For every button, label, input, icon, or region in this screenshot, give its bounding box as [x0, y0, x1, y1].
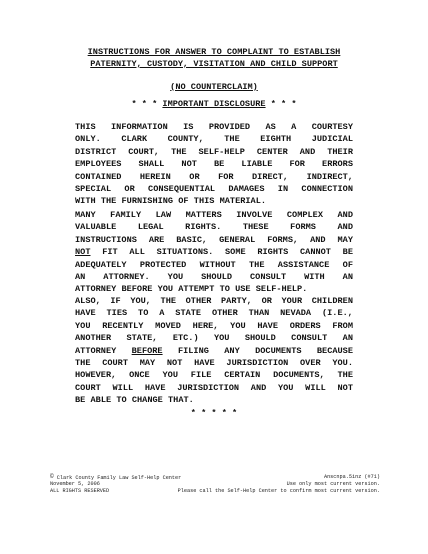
word: NOT: [181, 159, 197, 170]
word: ETC.): [172, 333, 199, 344]
word: ADEQUATELY: [75, 259, 127, 270]
word: BECAUSE: [316, 345, 353, 356]
paragraph-line: [75, 295, 353, 307]
word: DOCUMENTS,: [273, 370, 325, 381]
important-disclosure-heading: [60, 98, 368, 110]
no-counterclaim-subtitle: (NO COUNTERCLAIM): [170, 82, 258, 92]
document-title-line-1: INSTRUCTIONS FOR ANSWER TO COMPLAINT TO ESTABLISH: [87, 47, 341, 57]
paragraph-line: [75, 320, 353, 332]
paragraph-line: [75, 283, 353, 295]
word: ARE: [148, 234, 165, 245]
word: WITH: [75, 196, 96, 207]
word: THE: [249, 259, 265, 270]
word: YOU: [167, 272, 184, 283]
word: HAVE: [194, 358, 215, 369]
word: RECENTLY: [102, 320, 144, 331]
paragraph-line: [75, 221, 353, 233]
jurisdiction-paragraph: [75, 295, 353, 407]
word: ATTORNEY: [75, 345, 117, 356]
word: ANOTHER: [75, 333, 112, 344]
liability-disclaimer-paragraph: [75, 121, 353, 208]
word: AN: [75, 272, 86, 283]
word: HERE,: [192, 320, 219, 331]
word: SOME: [225, 247, 246, 258]
word: COURT: [75, 382, 101, 393]
word: THE: [171, 146, 187, 157]
word: RIGHTS: [257, 247, 289, 258]
word: INSTRUCTIONS: [75, 234, 137, 245]
word: SITUATIONS.: [156, 247, 214, 258]
word: CONTAINED: [75, 171, 122, 182]
paragraph-line: [75, 146, 353, 158]
footer-rights: ALL RIGHTS RESERVED: [50, 487, 110, 494]
word: STATE: [175, 308, 202, 319]
word: THESE: [242, 222, 269, 233]
word: HAVE: [257, 320, 278, 331]
word: EIGHTH: [260, 134, 292, 145]
word: MATTERS: [185, 210, 222, 220]
word: COURT: [102, 358, 128, 369]
word: LIABLE: [241, 159, 273, 170]
word: FAMILY: [110, 210, 142, 220]
paragraph-line: [75, 382, 353, 394]
word: IN: [277, 184, 289, 195]
word: AND: [337, 210, 353, 220]
paragraph-line: [75, 271, 353, 283]
word: YOU: [213, 333, 230, 344]
footer-org-name: Clark County Family Law Self-Help Center: [56, 475, 182, 481]
word: COURTESY: [311, 122, 353, 132]
word: SHALL: [138, 159, 165, 170]
word: HOWEVER,: [75, 370, 117, 381]
word: OF: [178, 196, 189, 207]
word: TIES: [106, 308, 128, 319]
word: THAN: [248, 308, 270, 319]
page-footer: [50, 474, 380, 494]
word: YOU.: [332, 358, 353, 369]
word: CHILDREN: [311, 296, 353, 306]
word: AND: [310, 234, 326, 245]
word: SELF-HELP.: [255, 284, 308, 295]
word: NOT: [337, 382, 353, 393]
word: STATE,: [126, 333, 158, 344]
word: MANY: [75, 210, 96, 220]
legal-rights-paragraph: [75, 209, 353, 296]
word: INFORMATION: [111, 122, 168, 132]
word: COURT,: [128, 146, 160, 157]
word: OR: [189, 171, 200, 182]
paragraph-line: [75, 345, 353, 357]
word: WITHOUT: [199, 259, 236, 270]
word: CANNOT: [300, 247, 331, 258]
word: ATTORNEY: [75, 284, 117, 295]
word: GENERAL: [219, 234, 256, 245]
word: THEIR: [327, 146, 353, 157]
footer-date: November 5, 2006: [50, 481, 100, 488]
word: FORMS: [290, 222, 316, 233]
word: ONCE: [129, 370, 150, 381]
word: RIGHTS.: [185, 222, 222, 233]
paragraph-line: [75, 209, 353, 221]
word: CONSULT: [250, 272, 287, 283]
word: SPECIAL: [75, 184, 112, 195]
paragraph-line: [75, 183, 353, 195]
word: ERRORS: [322, 159, 353, 170]
word: TO: [138, 308, 149, 319]
word: MATERIAL.: [219, 196, 267, 207]
word: LAW: [155, 210, 172, 220]
word: ONLY.: [75, 134, 101, 145]
paragraph-line: [75, 307, 353, 319]
word: BE: [342, 247, 353, 258]
word: CLARK: [121, 134, 148, 145]
word: THIS: [75, 122, 96, 132]
word: FOR: [289, 159, 305, 170]
word: DISTRICT: [75, 146, 117, 157]
word: YOU: [75, 320, 91, 331]
word: ABLE: [90, 395, 112, 406]
word: HAVE: [144, 382, 166, 393]
word: THE: [75, 358, 91, 369]
word: TO: [116, 395, 127, 406]
word: MAY: [139, 358, 156, 369]
word: AND: [299, 146, 316, 157]
disclosure-stars-right: * * *: [265, 99, 297, 109]
word: OF: [342, 259, 353, 270]
word: DOCUMENTS: [255, 345, 302, 356]
word: BEFORE: [121, 284, 153, 295]
word: AN: [342, 333, 353, 344]
word: SHOULD: [244, 333, 276, 344]
word: THE: [224, 134, 240, 145]
word: AND: [250, 382, 267, 393]
word: ANY: [224, 345, 240, 356]
word: YOU: [157, 284, 174, 295]
word: MAY: [337, 234, 353, 245]
word: YOU: [277, 382, 294, 393]
paragraph-line: [75, 133, 353, 145]
paragraph-line: [75, 259, 353, 271]
word: INDIRECT,: [306, 171, 353, 182]
word: OTHER: [211, 308, 238, 319]
word: HAVE: [75, 308, 96, 319]
word: WITH: [304, 272, 325, 283]
word: BASIC,: [176, 234, 208, 245]
word: DIRECT,: [252, 171, 289, 182]
word: ATTEMPT: [178, 284, 215, 295]
word: AN: [342, 272, 353, 283]
word: ORDERS: [289, 320, 321, 331]
word: PROTECTED: [139, 259, 187, 270]
word: NOT: [166, 358, 183, 369]
word: TO: [219, 284, 230, 295]
word: A: [291, 122, 297, 132]
word: YOU: [230, 320, 246, 331]
paragraph-line: [75, 246, 353, 258]
word: OR: [124, 184, 135, 195]
word: ATTORNEY.: [103, 272, 150, 283]
word: A: [159, 308, 165, 319]
word: BEFORE: [131, 345, 163, 356]
disclosure-label: IMPORTANT DISCLOSURE: [162, 99, 266, 109]
word: FORMS,: [267, 234, 299, 245]
word: DAMAGES: [228, 184, 265, 195]
word: FROM: [332, 320, 353, 331]
word: BE: [213, 159, 225, 170]
word: FIT: [102, 247, 118, 258]
word: NOT: [75, 247, 91, 258]
word: HEREIN: [139, 171, 171, 182]
footer-form-code: Anscnpa.5inz (#71): [323, 474, 380, 480]
paragraph-line: [75, 369, 353, 381]
word: SHOULD: [201, 272, 233, 283]
word: FILE: [190, 370, 212, 381]
word: YOU,: [130, 296, 151, 306]
copyright-symbol: ©: [50, 473, 54, 480]
paragraph-line: [75, 171, 353, 183]
footer-version-note: Use only most current version.: [286, 481, 380, 488]
word: THE: [160, 296, 177, 306]
word: JURISDICTION: [226, 358, 289, 369]
disclosure-stars-left: * * *: [131, 99, 163, 109]
word: LEGAL: [137, 222, 164, 233]
word: CHANGE: [131, 395, 163, 406]
word: COMPLEX: [286, 210, 323, 220]
word: NEVADA: [280, 308, 312, 319]
word: PARTY,: [221, 296, 252, 306]
word: THIS: [193, 196, 215, 207]
word: OR: [261, 296, 272, 306]
word: FILING: [177, 345, 209, 356]
word: YOU: [162, 370, 178, 381]
word: ALL: [129, 247, 145, 258]
paragraph-line: [75, 234, 353, 246]
word: CONSEQUENTIAL: [148, 184, 216, 195]
paragraph-line: [75, 121, 353, 133]
paragraph-line: [75, 195, 353, 207]
paragraph-line: [75, 357, 353, 369]
word: AND: [337, 222, 353, 233]
word: IF: [110, 296, 121, 306]
paragraph-line: [75, 158, 353, 170]
word: ALSO,: [75, 296, 101, 306]
footer-confirm-note: Please call the Self-Help Center to confirm most current version.: [177, 487, 380, 494]
word: AS: [265, 122, 276, 132]
word: USE: [235, 284, 251, 295]
word: OVER: [300, 358, 321, 369]
word: BE: [75, 395, 86, 406]
word: VALUABLE: [75, 222, 117, 233]
word: CENTER: [256, 146, 288, 157]
word: ASSISTANCE: [277, 259, 330, 270]
paragraph-line: [75, 332, 353, 344]
word: OTHER: [185, 296, 212, 306]
word: YOUR: [281, 296, 303, 306]
word: COUNTY,: [167, 134, 204, 145]
word: (I.E.,: [321, 308, 353, 319]
closing-stars: * * * * *: [190, 408, 238, 418]
document-title-line-2: PATERNITY, CUSTODY, VISITATION AND CHILD SUPPORT: [90, 59, 338, 69]
word: JURISDICTION: [177, 382, 240, 393]
word: FURNISHING: [121, 196, 174, 207]
word: THE: [100, 196, 117, 207]
word: PROVIDED: [208, 122, 251, 132]
word: EMPLOYEES: [75, 159, 122, 170]
word: THAT.: [168, 395, 194, 406]
word: THE: [337, 370, 353, 381]
word: CERTAIN: [224, 370, 261, 381]
word: SELF-HELP: [198, 146, 245, 157]
word: IS: [183, 122, 194, 132]
word: FOR: [218, 171, 234, 182]
word: CONSULT: [291, 333, 328, 344]
word: WILL: [305, 382, 326, 393]
word: WILL: [112, 382, 134, 393]
paragraph-line: [75, 394, 353, 406]
word: MOVED: [155, 320, 181, 331]
word: JUDICIAL: [311, 134, 353, 145]
footer-org: [50, 474, 181, 481]
word: CONNECTION: [301, 184, 353, 195]
word: INVOLVE: [236, 210, 273, 220]
